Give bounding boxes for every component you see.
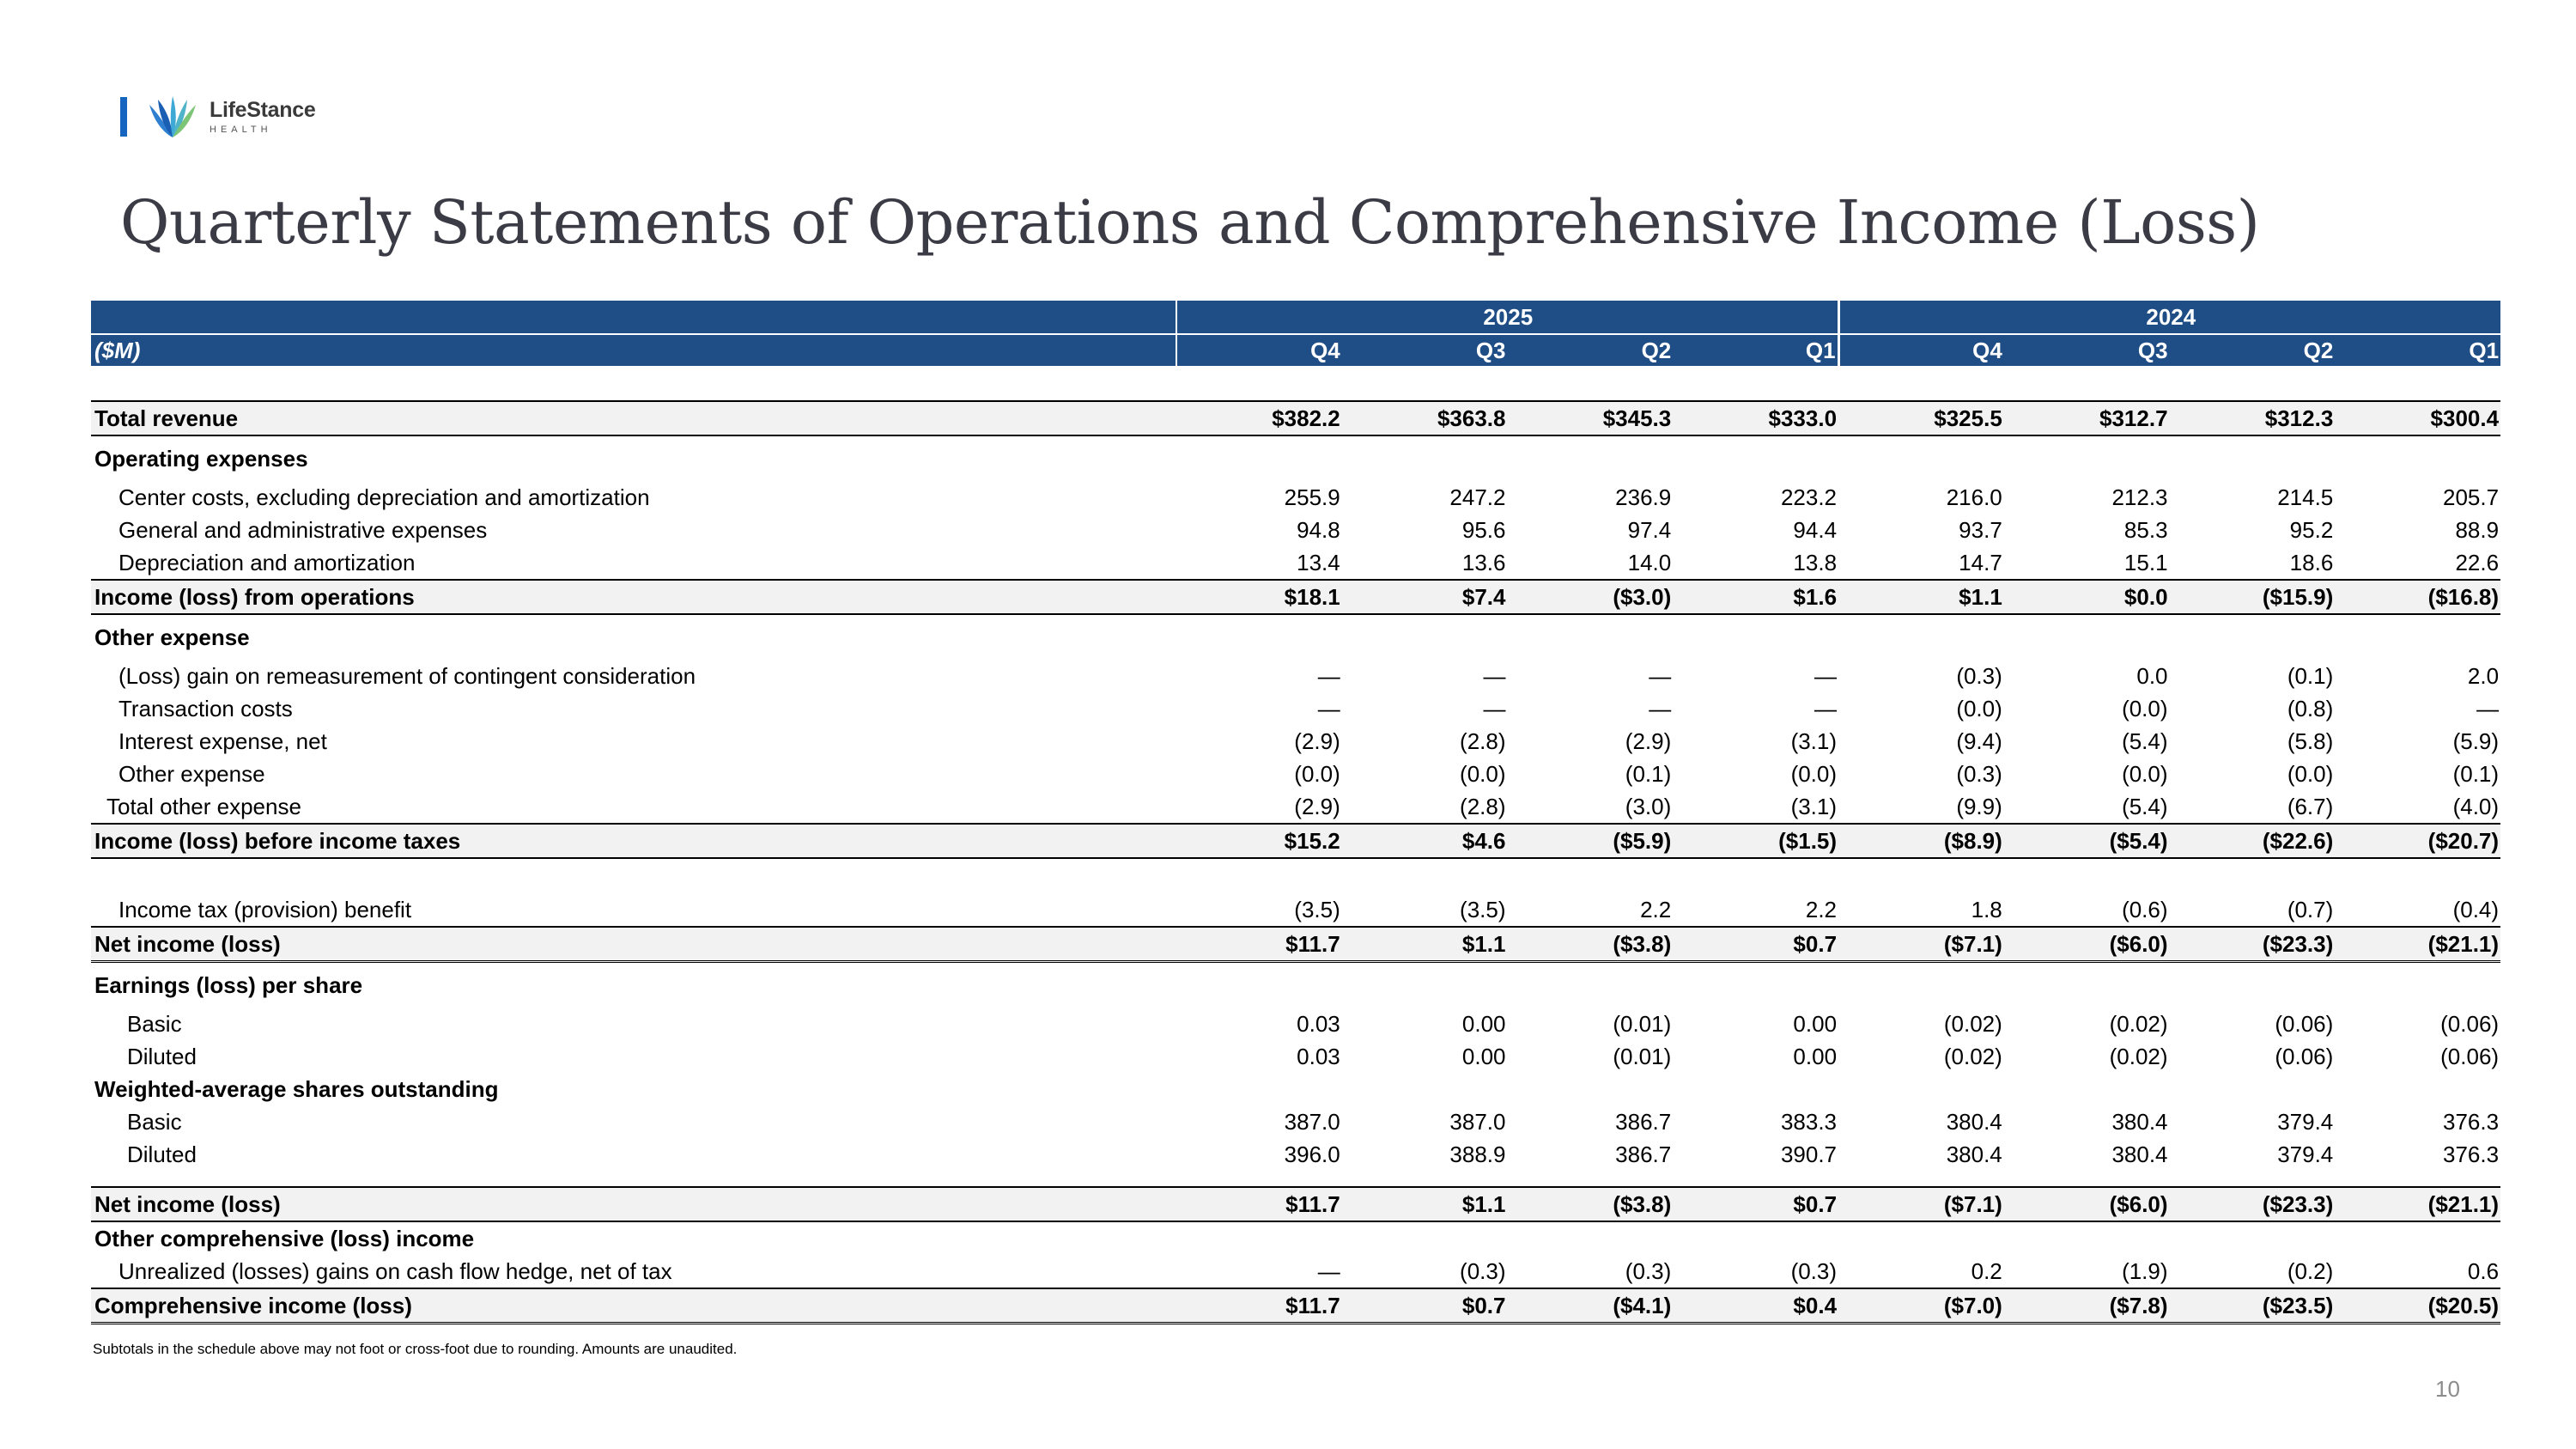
value-cell: 214.5 [2277, 484, 2334, 510]
value-cell: (0.3) [1790, 1258, 1838, 1284]
section-heading-row [91, 962, 2500, 1008]
value-cell: — [1483, 696, 1506, 721]
quarter-header: Q1 [1673, 334, 1838, 366]
section-heading: Operating expenses [94, 446, 308, 472]
value-cell: 97.4 [1627, 517, 1672, 543]
value-cell: ($3.8) [1508, 927, 1674, 962]
spacer-cell [91, 1171, 2500, 1187]
value-cell: $325.5 [1838, 401, 2004, 435]
lifestance-leaf-icon [146, 93, 199, 141]
value-cell: 255.9 [1284, 484, 1340, 510]
value-cell: (0.06) [2275, 1011, 2334, 1037]
value-cell: ($23.3) [2170, 1187, 2336, 1221]
value-cell: 0.00 [1461, 1044, 1506, 1069]
value-cell: 379.4 [2277, 1109, 2334, 1135]
value-cell: (0.02) [2109, 1011, 2168, 1037]
row-label: Income (loss) from operations [91, 580, 1176, 614]
value-cell: 376.3 [2442, 1109, 2500, 1135]
line-item-row [91, 481, 2500, 514]
line-item-row [91, 758, 2500, 790]
value-cell: — [2476, 696, 2500, 721]
spacer-row [91, 1171, 2500, 1187]
value-cell: (3.0) [1625, 794, 1672, 819]
line-item-row [91, 514, 2500, 546]
value-cell: (0.2) [2287, 1258, 2334, 1284]
value-cell: 2.0 [2467, 663, 2500, 689]
value-cell: 1.8 [1971, 897, 2002, 922]
value-cell: 390.7 [1780, 1142, 1838, 1167]
value-cell: (5.8) [2287, 728, 2334, 754]
value-cell: 85.3 [2123, 517, 2168, 543]
value-cell: (0.0) [1790, 761, 1838, 787]
value-cell: (9.9) [1956, 794, 2002, 819]
value-cell: (0.0) [1460, 761, 1506, 787]
value-cell: 13.8 [1793, 550, 1838, 575]
value-cell: 94.4 [1793, 517, 1838, 543]
quarter-header: Q4 [1838, 334, 2004, 366]
company-logo [120, 93, 315, 141]
page-title: Quarterly Statements of Operations and Comprehensive Income (Loss) [120, 187, 2260, 258]
value-cell: $312.3 [2170, 401, 2336, 435]
subtotal-row [91, 1187, 2500, 1221]
total-row [91, 1288, 2500, 1324]
quarter-header: Q4 [1176, 334, 1342, 366]
value-cell: 2.2 [1805, 897, 1838, 922]
value-cell: 18.6 [2289, 550, 2334, 575]
value-cell: (0.3) [1625, 1258, 1672, 1284]
value-cell: 95.2 [2289, 517, 2334, 543]
logo-name: LifeStance [210, 97, 316, 122]
value-cell: ($21.1) [2335, 927, 2500, 962]
value-cell: 0.03 [1297, 1044, 1340, 1069]
value-cell: (0.0) [2287, 761, 2334, 787]
value-cell: 13.4 [1297, 550, 1340, 575]
value-cell: $0.7 [1342, 1288, 1508, 1324]
row-label: Income tax (provision) benefit [118, 897, 412, 922]
value-cell: ($5.9) [1508, 824, 1674, 858]
value-cell: (0.8) [2287, 696, 2334, 721]
value-cell: 376.3 [2442, 1142, 2500, 1167]
value-cell: (2.8) [1460, 794, 1506, 819]
value-cell: — [1649, 696, 1672, 721]
value-cell: (0.02) [1943, 1044, 2002, 1069]
value-cell: 88.9 [2455, 517, 2500, 543]
value-cell: ($15.9) [2170, 580, 2336, 614]
row-label: Diluted [127, 1044, 197, 1069]
line-item-row [91, 1138, 2500, 1171]
value-cell: $333.0 [1673, 401, 1838, 435]
section-heading: Earnings (loss) per share [94, 972, 363, 998]
value-cell: (0.02) [1943, 1011, 2002, 1037]
value-cell: ($1.5) [1673, 824, 1838, 858]
line-item-row [91, 660, 2500, 692]
value-cell: ($3.0) [1508, 580, 1674, 614]
value-cell: 0.6 [2467, 1258, 2500, 1284]
value-cell: (0.06) [2275, 1044, 2334, 1069]
year-header-row [91, 301, 2500, 334]
value-cell: 379.4 [2277, 1142, 2334, 1167]
value-cell: (0.3) [1460, 1258, 1506, 1284]
value-cell: 13.6 [1461, 550, 1506, 575]
section-heading-row [91, 1073, 2500, 1105]
value-cell: (3.1) [1790, 794, 1838, 819]
row-label: (Loss) gain on remeasurement of contingent consideration [118, 663, 696, 689]
total-row [91, 927, 2500, 962]
value-cell: $345.3 [1508, 401, 1674, 435]
statement-body [91, 366, 2500, 1324]
value-cell: $0.0 [2004, 580, 2170, 614]
logo-subtitle: HEALTH [210, 124, 272, 135]
value-cell: (3.5) [1460, 897, 1506, 922]
year-header-2025: 2025 [1176, 301, 1838, 334]
value-cell: ($16.8) [2335, 580, 2500, 614]
row-label: General and administrative expenses [118, 517, 488, 543]
value-cell: $18.1 [1176, 580, 1342, 614]
section-heading-row [91, 435, 2500, 481]
value-cell: (5.9) [2452, 728, 2500, 754]
value-cell: ($7.0) [1838, 1288, 2004, 1324]
value-cell: (6.7) [2287, 794, 2334, 819]
row-label: Net income (loss) [91, 1187, 1176, 1221]
value-cell: (3.1) [1790, 728, 1838, 754]
value-cell: $1.6 [1673, 580, 1838, 614]
quarter-header: Q3 [2004, 334, 2170, 366]
value-cell: ($3.8) [1508, 1187, 1674, 1221]
value-cell: 0.0 [2136, 663, 2168, 689]
value-cell: 236.9 [1615, 484, 1672, 510]
value-cell: (0.1) [2287, 663, 2334, 689]
value-cell: ($6.0) [2004, 1187, 2170, 1221]
row-label: Total revenue [91, 401, 1176, 435]
value-cell: (2.9) [1294, 794, 1340, 819]
row-label: Transaction costs [118, 696, 293, 721]
value-cell: ($7.8) [2004, 1288, 2170, 1324]
value-cell: (0.1) [1625, 761, 1672, 787]
value-cell: $15.2 [1176, 824, 1342, 858]
value-cell: 223.2 [1780, 484, 1838, 510]
value-cell: 0.2 [1971, 1258, 2002, 1284]
quarter-header: Q2 [2170, 334, 2336, 366]
value-cell: 94.8 [1297, 517, 1340, 543]
value-cell: $382.2 [1176, 401, 1342, 435]
spacer-cell [91, 858, 2500, 893]
value-cell: $0.4 [1673, 1288, 1838, 1324]
value-cell: ($5.4) [2004, 824, 2170, 858]
value-cell: (0.1) [2452, 761, 2500, 787]
income-statement-table [91, 301, 2500, 1324]
value-cell: $0.7 [1673, 927, 1838, 962]
value-cell: $4.6 [1342, 824, 1508, 858]
value-cell: ($8.9) [1838, 824, 2004, 858]
value-cell: 2.2 [1640, 897, 1672, 922]
value-cell: ($20.7) [2335, 824, 2500, 858]
row-label: Net income (loss) [91, 927, 1176, 962]
row-label: Basic [127, 1011, 182, 1037]
value-cell: (0.7) [2287, 897, 2334, 922]
value-cell: (9.4) [1956, 728, 2002, 754]
line-item-row [91, 790, 2500, 824]
value-cell: (0.3) [1956, 761, 2002, 787]
line-item-row [91, 725, 2500, 758]
value-cell: (5.4) [2122, 794, 2168, 819]
value-cell: (0.3) [1956, 663, 2002, 689]
value-cell: 205.7 [2442, 484, 2500, 510]
value-cell: 247.2 [1449, 484, 1506, 510]
value-cell: (0.01) [1613, 1011, 1672, 1037]
line-item-row [91, 1255, 2500, 1288]
value-cell: ($6.0) [2004, 927, 2170, 962]
value-cell: $1.1 [1342, 927, 1508, 962]
value-cell: ($20.5) [2335, 1288, 2500, 1324]
value-cell: $1.1 [1342, 1187, 1508, 1221]
value-cell: ($4.1) [1508, 1288, 1674, 1324]
spacer-row [91, 858, 2500, 893]
row-label: Diluted [127, 1142, 197, 1167]
row-label: Other expense [118, 761, 265, 787]
value-cell: 380.4 [1946, 1109, 2002, 1135]
value-cell: 380.4 [1946, 1142, 2002, 1167]
subtotal-row [91, 824, 2500, 858]
spacer-cell [91, 366, 2500, 401]
value-cell: 0.00 [1793, 1044, 1838, 1069]
value-cell: ($22.6) [2170, 824, 2336, 858]
quarter-header: Q2 [1508, 334, 1674, 366]
value-cell: $11.7 [1176, 927, 1342, 962]
value-cell: (3.5) [1294, 897, 1340, 922]
value-cell: (0.02) [2109, 1044, 2168, 1069]
value-cell: 383.3 [1780, 1109, 1838, 1135]
section-heading: Other comprehensive (loss) income [94, 1226, 475, 1251]
value-cell: 380.4 [2111, 1109, 2168, 1135]
line-item-row [91, 1105, 2500, 1138]
row-label: Interest expense, net [118, 728, 327, 754]
value-cell: (0.06) [2440, 1011, 2500, 1037]
value-cell: ($7.1) [1838, 1187, 2004, 1221]
subtotal-row [91, 580, 2500, 614]
line-item-row [91, 692, 2500, 725]
value-cell: 14.7 [1959, 550, 2002, 575]
value-cell: — [1814, 696, 1838, 721]
footnote: Subtotals in the schedule above may not foot or cross-foot due to rounding. Amounts are unaudited. [93, 1341, 738, 1357]
value-cell: ($23.5) [2170, 1288, 2336, 1324]
value-cell: — [1483, 663, 1506, 689]
value-cell: $7.4 [1342, 580, 1508, 614]
section-heading-row [91, 1221, 2500, 1255]
year-header-2024: 2024 [1838, 301, 2500, 334]
row-label: Unrealized (losses) gains on cash flow hedge, net of tax [118, 1258, 672, 1284]
value-cell: — [1317, 1258, 1340, 1284]
line-item-row [91, 546, 2500, 580]
value-cell: $300.4 [2335, 401, 2500, 435]
value-cell: (2.9) [1294, 728, 1340, 754]
subtotal-row [91, 401, 2500, 435]
value-cell: 0.00 [1793, 1011, 1838, 1037]
row-label: Total other expense [106, 794, 301, 819]
quarter-header-row [91, 334, 2500, 366]
row-label: Income (loss) before income taxes [91, 824, 1176, 858]
value-cell: 0.03 [1297, 1011, 1340, 1037]
quarter-header: Q1 [2335, 334, 2500, 366]
value-cell: (2.9) [1625, 728, 1672, 754]
unit-label: ($M) [91, 334, 1176, 366]
value-cell: (4.0) [2452, 794, 2500, 819]
value-cell: 0.00 [1461, 1011, 1506, 1037]
value-cell: $363.8 [1342, 401, 1508, 435]
value-cell: $312.7 [2004, 401, 2170, 435]
value-cell: (0.4) [2452, 897, 2500, 922]
value-cell: $0.7 [1673, 1187, 1838, 1221]
page-number: 10 [2435, 1376, 2460, 1402]
header-blank-cell [91, 301, 1176, 334]
value-cell: ($21.1) [2335, 1187, 2500, 1221]
value-cell: 387.0 [1449, 1109, 1506, 1135]
value-cell: $11.7 [1176, 1288, 1342, 1324]
row-label: Center costs, excluding depreciation and amortization [118, 484, 650, 510]
value-cell: — [1317, 663, 1340, 689]
value-cell: (0.01) [1613, 1044, 1672, 1069]
section-heading: Weighted-average shares outstanding [94, 1076, 499, 1102]
section-heading-row [91, 614, 2500, 660]
section-heading: Other expense [94, 624, 250, 650]
value-cell: — [1649, 663, 1672, 689]
value-cell: (0.0) [2122, 696, 2168, 721]
value-cell: 387.0 [1284, 1109, 1340, 1135]
value-cell: 388.9 [1449, 1142, 1506, 1167]
value-cell: 95.6 [1461, 517, 1506, 543]
value-cell: 93.7 [1959, 517, 2002, 543]
quarter-header: Q3 [1342, 334, 1508, 366]
value-cell: — [1814, 663, 1838, 689]
value-cell: — [1317, 696, 1340, 721]
statement-table-wrapper [91, 301, 2500, 1324]
spacer-row [91, 366, 2500, 401]
value-cell: 386.7 [1615, 1142, 1672, 1167]
value-cell: 396.0 [1284, 1142, 1340, 1167]
value-cell: 14.0 [1627, 550, 1672, 575]
value-cell: 22.6 [2455, 550, 2500, 575]
row-label: Depreciation and amortization [118, 550, 416, 575]
value-cell: (0.0) [1294, 761, 1340, 787]
value-cell: (0.06) [2440, 1044, 2500, 1069]
line-item-row [91, 1040, 2500, 1073]
value-cell: ($7.1) [1838, 927, 2004, 962]
value-cell: (2.8) [1460, 728, 1506, 754]
row-label: Basic [127, 1109, 182, 1135]
value-cell: ($23.3) [2170, 927, 2336, 962]
line-item-row [91, 1008, 2500, 1040]
value-cell: 216.0 [1946, 484, 2002, 510]
value-cell: 212.3 [2111, 484, 2168, 510]
value-cell: 380.4 [2111, 1142, 2168, 1167]
value-cell: $11.7 [1176, 1187, 1342, 1221]
value-cell: (5.4) [2122, 728, 2168, 754]
value-cell: 15.1 [2123, 550, 2168, 575]
value-cell: (0.0) [1956, 696, 2002, 721]
line-item-row [91, 893, 2500, 927]
value-cell: (0.0) [2122, 761, 2168, 787]
row-label: Comprehensive income (loss) [91, 1288, 1176, 1324]
logo-accent-bar [120, 97, 127, 137]
value-cell: (0.6) [2122, 897, 2168, 922]
value-cell: (1.9) [2122, 1258, 2168, 1284]
value-cell: 386.7 [1615, 1109, 1672, 1135]
value-cell: $1.1 [1838, 580, 2004, 614]
